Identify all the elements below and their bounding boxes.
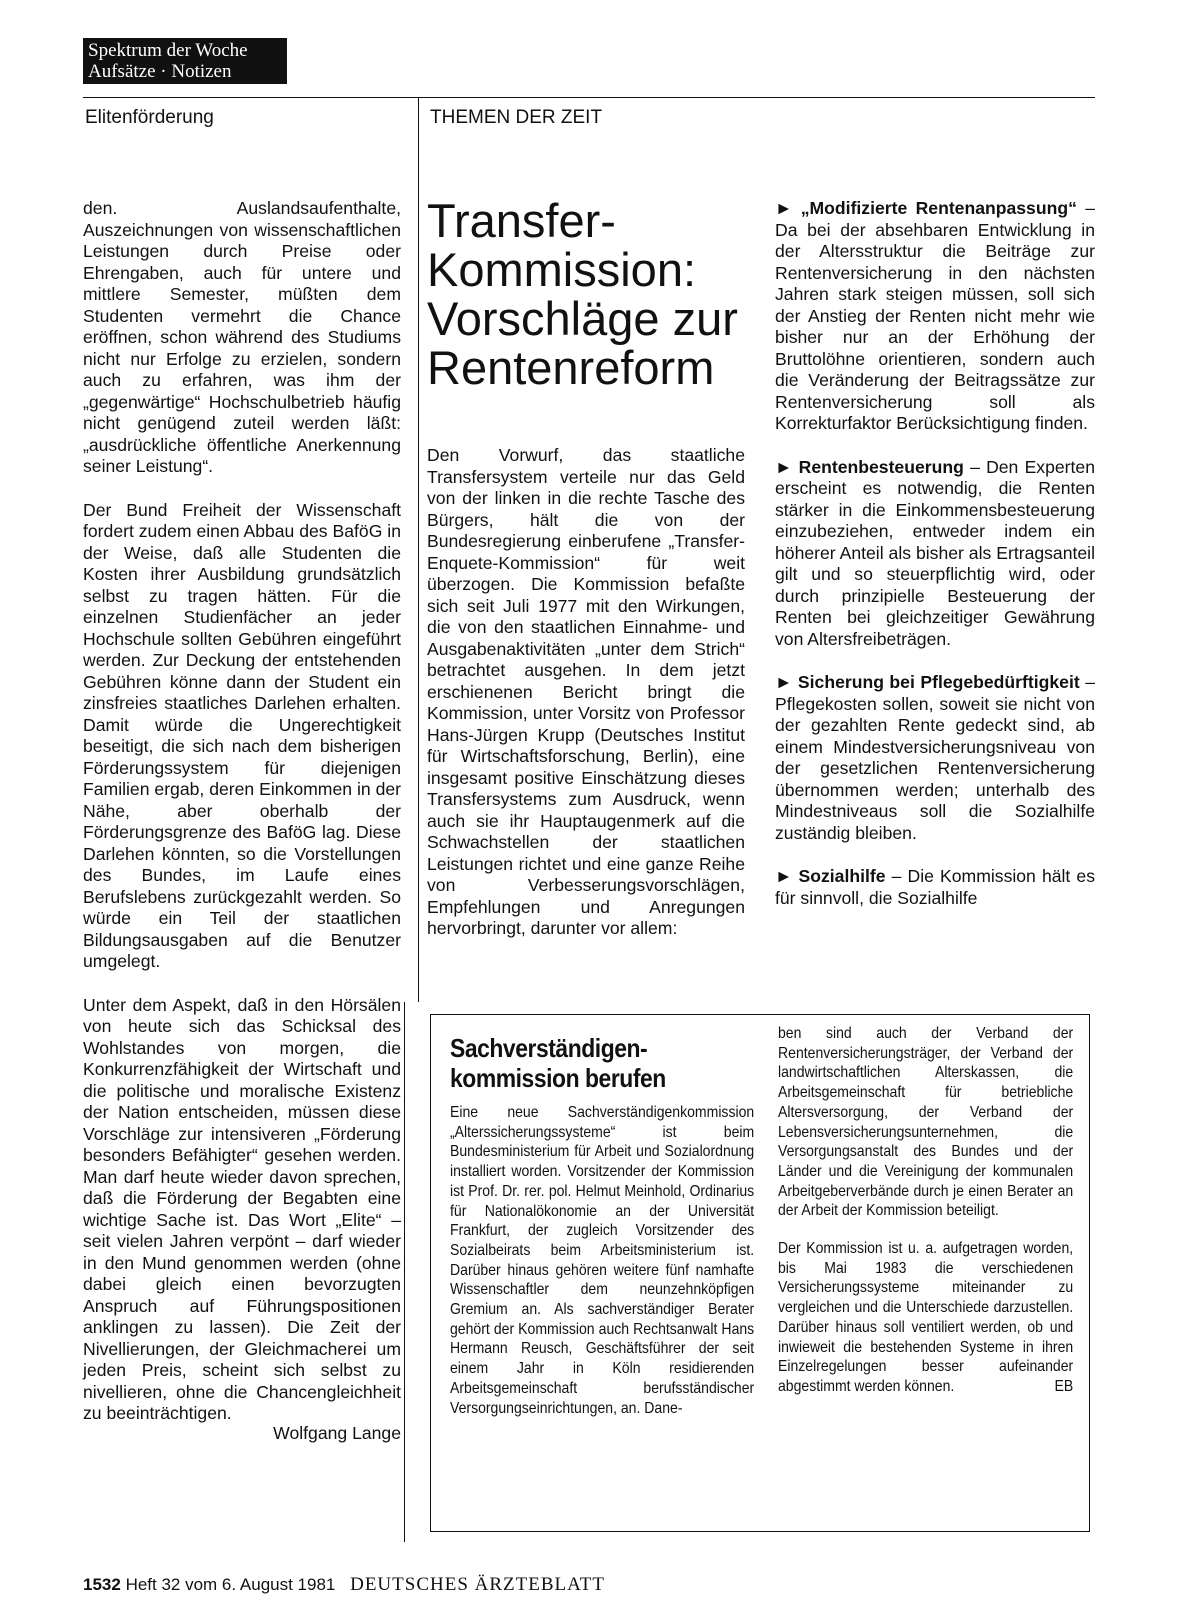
bullet-text: – Da bei der absehbaren Entwicklung in der Altersstruktur die Beiträge zur Rentenversicherung in den nächsten Jahren stark steigen müssen, soll sich der Anstieg der Renten nicht mehr wie bisher nur an der Erhöhung der Bruttolöhne orientieren, sondern auch die Veränderung der Beitragssätze zur Rentenversicherung soll als Korrekturfaktor Berücksichtigung finden. bbox=[775, 198, 1095, 433]
article-intro-column bbox=[427, 445, 745, 962]
bullet-text: – Den Experten erscheint es notwendig, die Renten stärker in die Einkommensbesteuerung einzubeziehen, entweder indem ein höherer Anteil als bisher als Ertragsanteil gilt und so steuerpflichtig wird, oder durch prinzipielle Besteuerung der Renten bei gleichzeitiger Gewährung von Altersfreibeträgen. bbox=[775, 456, 1095, 649]
article-bullets-column bbox=[775, 198, 1095, 931]
elite-paragraph-1: den. Auslandsaufenthalte, Auszeichnungen von wissenschaftlichen Leistungen durch Preise oder Ehrengaben, auch für untere und mittlere Semester, müßten dem Studenten vermehrt die Chance eröffnen, schon während des Studiums nicht nur Erfolge zu erzielen, sondern auch zu erfahren, was ihm der „gegenwärtige“ Hochschulbetrieb häufig nicht genügend zuteil werden läßt: „ausdrückliche öffentliche Anerkennung seiner Leistung“. bbox=[83, 198, 401, 476]
article-headline: Transfer-Kommission: Vorschläge zur Rentenreform bbox=[427, 194, 738, 394]
page-number: 1532 bbox=[83, 1575, 121, 1594]
info-box-paragraph-1: Eine neue Sachverständigenkommission „Alterssicherungssysteme“ ist beim Bundesministerium für Arbeit und Sozialordnung installiert worden. Vorsitzender der Kommission ist Prof. Dr. rer. pol. Helmut Meinhold, Ordinarius für Nationalökonomie an der Universität Frankfurt, der zugleich Vorsitzender des Sozialbeirats beim Arbeitsministerium ist. Darüber hinaus gehören weitere fünf namhafte Wissenschaftler dem neunzehnköpfigen Gremium an. Als sachverständiger Berater gehört der Kommission auch Rechtsanwalt Hans Hermann Reusch, Geschäftsführer der seit einem Jahr in Köln residierenden Arbeitsgemeinschaft berufsständischer Versorgungseinrichtungen, an. Dane- bbox=[450, 1104, 755, 1417]
bullet-text: – Die Kommission hält es für sinnvoll, die Sozialhilfe bbox=[775, 866, 1095, 908]
issue-line: Heft 32 vom 6. August 1981 bbox=[125, 1575, 336, 1594]
rubric-left: Elitenförderung bbox=[85, 107, 214, 128]
bullet-sozialhilfe bbox=[775, 866, 1095, 909]
info-box-title-line2: kommission berufen bbox=[450, 1063, 666, 1093]
info-box-initials: EB bbox=[1054, 1377, 1074, 1395]
section-tag-line1: Spektrum der Woche bbox=[88, 40, 248, 61]
column-divider-top bbox=[418, 97, 419, 1002]
column-divider-bottom bbox=[404, 1002, 405, 1542]
bullet-pflegebeduerftigkeit bbox=[775, 672, 1095, 844]
info-box-column-2 bbox=[778, 1024, 1073, 1415]
masthead: DEUTSCHES ÄRZTEBLATT bbox=[350, 1574, 605, 1595]
info-box-paragraph-2: ben sind auch der Verband der Rentenversicherungsträger, der Verband der landwirtschaftlichen Alterskassen, die Arbeitsgemeinschaft für betriebliche Altersversorgung, der Verband der Lebensversicherungsunternehmen, die Versorgungsanstalt des Bundes und der Länder und die Vereinigung der kommunalen Arbeitgeberverbände durch je einen Berater an der Arbeit der Kommission beteiligt. bbox=[778, 1025, 1074, 1220]
elite-paragraph-2: Der Bund Freiheit der Wissenschaft fordert zudem einen Abbau des BaföG in der Weise, daß alle Studenten die Kosten ihrer Ausbildung grundsätzlich selbst zu tragen hätten. Für die einzelnen Studienfächer an jeder Hochschule sollten Gebühren eingeführt werden. Zur Deckung der entstehenden Gebühren könne dann der Student ein zinsfreies staatliches Darlehen erhalten. Damit würde die Ungerechtigkeit beseitigt, die sich nach dem bisherigen Förderungssystem für diejenigen Familien ergab, deren Einkommen in der Nähe, aber oberhalb der Förderungsgrenze des BaföG lag. Diese Darlehen könnten, so die Vorstellungen des Bundes, im Laufe eines Berufslebens zurückgezahlt werden. So würde ein Teil der staatlichen Bildungsausgaben auf die Benutzer umgelegt. bbox=[83, 499, 401, 971]
bullet-heading: ► Sicherung bei Pflegebedürftigkeit bbox=[775, 672, 1080, 692]
info-box-title bbox=[450, 1033, 714, 1093]
page-footer bbox=[83, 1574, 605, 1596]
info-box-title-line1: Sachverständigen- bbox=[450, 1033, 648, 1063]
elite-paragraph-3: Unter dem Aspekt, daß in den Hörsälen von heute sich das Schicksal des Wohlstandes von morgen, die Konkurrenzfähigkeit der Wirtschaft und die politische und moralische Existenz der Nation entscheiden, müssen diese Vorschläge zur intensiveren „Förderung besonders Befähigter“ gesehen werden. Man darf heute wieder davon sprechen, daß die Förderung der Begabten eine wichtige Sache ist. Das Wort „Elite“ – seit vielen Jahren verpönt – darf wieder in den Mund genommen werden (ohne dabei gleich einen bevorzugten Anspruch auf Führungspositionen anklingen zu lassen). Die Zeit der Nivellierungen, der Gleichmacherei um jeden Preis, scheint sich selbst zu nivellieren, ohne die Chancengleichheit zu beeinträchtigen. bbox=[83, 994, 401, 1423]
top-rule bbox=[83, 97, 1095, 98]
rubric-right: THEMEN DER ZEIT bbox=[430, 107, 603, 128]
elite-article-column bbox=[83, 198, 401, 1444]
bullet-rentenbesteuerung bbox=[775, 457, 1095, 651]
bullet-rentenanpassung bbox=[775, 198, 1095, 435]
info-box-column-1 bbox=[450, 1103, 754, 1436]
author-signature: Wolfgang Lange bbox=[273, 1422, 401, 1443]
info-box-paragraph-3 bbox=[778, 1239, 1073, 1397]
bullet-text: – Pflegekosten sollen, soweit sie nicht von der gezahlten Rente gedeckt sind, ab einem Mindestversicherungsniveau von der gesetzlichen Rentenversicherung übernommen werden; unterhalb des Mindestniveaus soll die Sozialhilfe zuständig bleiben. bbox=[775, 672, 1095, 843]
bullet-heading: ► Rentenbesteuerung bbox=[775, 456, 964, 477]
section-tag bbox=[83, 38, 287, 84]
section-tag-line2: Aufsätze · Notizen bbox=[88, 61, 232, 82]
bullet-heading: ► „Modifizierte Rentenanpassung“ bbox=[775, 198, 1077, 218]
article-intro: Den Vorwurf, das staatliche Transfersystem verteile nur das Geld von der linken in die rechte Tasche des Bürgers, hält die von der Bundesregierung einberufene „Transfer-Enquete-Kommission“ für weit überzogen. Die Kommission befaßte sich seit Juli 1977 mit den Wirkungen, die von den staatlichen Einnahme- und Ausgabenaktivitäten „unter dem Strich“ betrachtet ausgehen. In dem jetzt erschienenen Bericht bringt die Kommission, unter Vorsitz von Professor Hans-Jürgen Krupp (Deutsches Institut für Wirtschaftsforschung, Berlin), eine insgesamt positive Einschätzung dieses Transfersystems zum Ausdruck, wenn auch sie ihr Hauptaugenmerk auf die Schwachstellen der staatlichen Leistungen richtet und eine ganze Reihe von Verbesserungsvorschlägen, Empfehlungen und Anregungen hervorbringt, darunter vor allem: bbox=[427, 445, 745, 938]
bullet-heading: ► Sozialhilfe bbox=[775, 866, 886, 886]
info-box-paragraph-3-text: Der Kommission ist u. a. aufgetragen worden, bis Mai 1983 die verschiedenen Versicherungssysteme miteinander zu vergleichen und die Unterschiede darzustellen. Darüber hinaus soll ventiliert werden, ob und inwieweit die bestehenden Systeme in ihren Einzelregelungen besser aufeinander abgestimmt werden können. bbox=[778, 1240, 1074, 1395]
